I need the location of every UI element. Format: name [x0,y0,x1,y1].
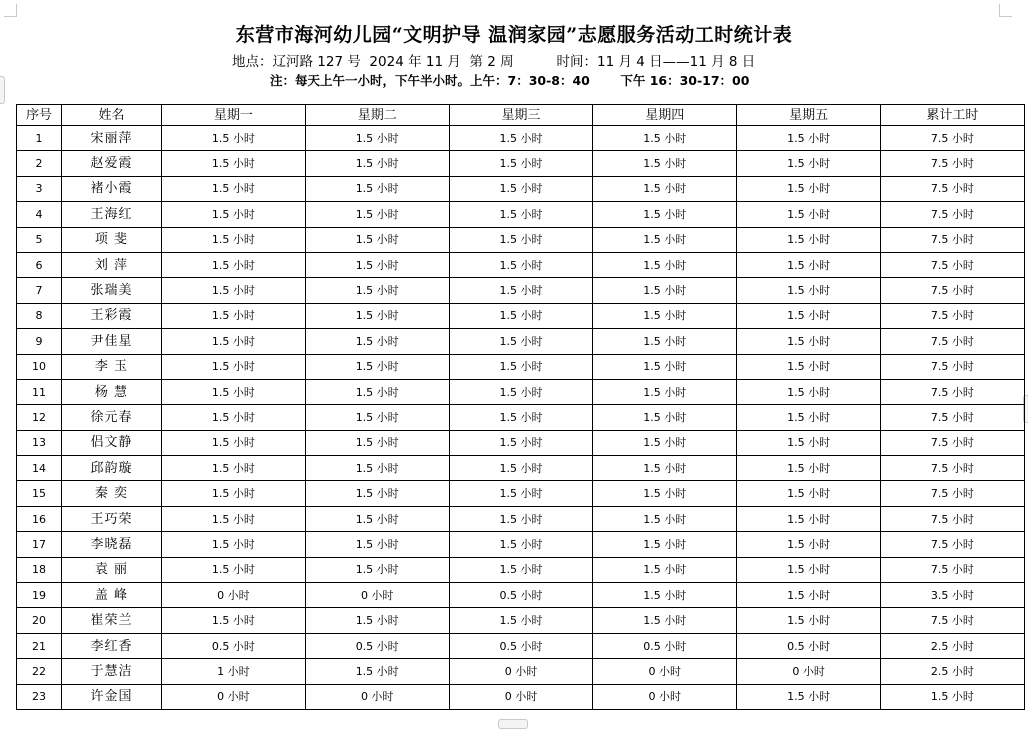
cell-tuesday: 1.5 小时 [305,379,449,404]
cell-index: 11 [17,379,62,404]
cell-total: 7.5 小时 [880,557,1024,582]
cell-tuesday: 0 小时 [305,583,449,608]
cell-monday: 0.5 小时 [162,633,306,658]
cell-name: 徐元春 [62,405,162,430]
cell-monday: 1.5 小时 [162,506,306,531]
header-monday: 星期一 [162,105,306,126]
cell-friday: 1.5 小时 [737,430,881,455]
table-row [17,303,1025,328]
table-row [17,659,1025,684]
table-row [17,278,1025,303]
header-thursday: 星期四 [593,105,737,126]
cell-wednesday: 0.5 小时 [449,583,593,608]
table-row [17,202,1025,227]
cell-monday: 1.5 小时 [162,202,306,227]
cell-name: 李晓磊 [62,532,162,557]
cell-index: 16 [17,506,62,531]
cell-total: 7.5 小时 [880,176,1024,201]
cell-tuesday: 1.5 小时 [305,278,449,303]
cell-index: 7 [17,278,62,303]
cell-name: 李 玉 [62,354,162,379]
page-corner-mark [999,4,1012,17]
table-row [17,126,1025,151]
cell-thursday: 1.5 小时 [593,278,737,303]
cell-index: 8 [17,303,62,328]
cell-wednesday: 1.5 小时 [449,278,593,303]
table-row [17,176,1025,201]
cell-friday: 0 小时 [737,659,881,684]
cell-wednesday: 1.5 小时 [449,430,593,455]
cell-index: 18 [17,557,62,582]
table-row [17,227,1025,252]
cell-wednesday: 1.5 小时 [449,303,593,328]
cell-monday: 1.5 小时 [162,329,306,354]
table-header-row [17,105,1025,126]
cell-total: 7.5 小时 [880,506,1024,531]
cell-total: 7.5 小时 [880,227,1024,252]
cell-tuesday: 1.5 小时 [305,329,449,354]
cell-thursday: 1.5 小时 [593,303,737,328]
cell-wednesday: 1.5 小时 [449,354,593,379]
table-row [17,506,1025,531]
cell-name: 赵爱霞 [62,151,162,176]
cell-thursday: 1.5 小时 [593,126,737,151]
table-row [17,354,1025,379]
document-note: 注：每天上午一小时，下午半小时。上午：7：30-8：40 下午 16：30-17：00 [270,73,750,88]
cell-wednesday: 1.5 小时 [449,227,593,252]
cell-friday: 1.5 小时 [737,608,881,633]
header-wednesday: 星期三 [449,105,593,126]
cell-index: 2 [17,151,62,176]
cell-name: 盖 峰 [62,583,162,608]
header-tuesday: 星期二 [305,105,449,126]
cell-tuesday: 1.5 小时 [305,506,449,531]
cell-friday: 1.5 小时 [737,176,881,201]
cell-wednesday: 1.5 小时 [449,151,593,176]
cell-friday: 1.5 小时 [737,456,881,481]
cell-wednesday: 0 小时 [449,684,593,709]
cell-thursday: 1.5 小时 [593,481,737,506]
cell-friday: 1.5 小时 [737,557,881,582]
cell-name: 项 斐 [62,227,162,252]
cell-monday: 1.5 小时 [162,126,306,151]
cell-tuesday: 1.5 小时 [305,176,449,201]
cell-index: 6 [17,252,62,277]
cell-wednesday: 1.5 小时 [449,506,593,531]
cell-tuesday: 1.5 小时 [305,151,449,176]
cell-friday: 1.5 小时 [737,481,881,506]
cell-index: 9 [17,329,62,354]
cell-total: 7.5 小时 [880,608,1024,633]
cell-monday: 1.5 小时 [162,481,306,506]
header-index: 序号 [17,105,62,126]
cell-wednesday: 1.5 小时 [449,379,593,404]
cell-total: 7.5 小时 [880,532,1024,557]
cell-wednesday: 1.5 小时 [449,557,593,582]
cell-wednesday: 1.5 小时 [449,329,593,354]
cell-name: 李红香 [62,633,162,658]
cell-thursday: 0 小时 [593,684,737,709]
cell-friday: 1.5 小时 [737,303,881,328]
cell-monday: 1.5 小时 [162,430,306,455]
table-row [17,532,1025,557]
cell-friday: 1.5 小时 [737,506,881,531]
header-friday: 星期五 [737,105,881,126]
cell-monday: 0 小时 [162,684,306,709]
cell-name: 杨 慧 [62,379,162,404]
cell-monday: 1.5 小时 [162,405,306,430]
cell-index: 1 [17,126,62,151]
cell-index: 21 [17,633,62,658]
cell-name: 崔荣兰 [62,608,162,633]
cell-total: 1.5 小时 [880,684,1024,709]
cell-thursday: 1.5 小时 [593,456,737,481]
cell-name: 侣文静 [62,430,162,455]
cell-monday: 1.5 小时 [162,532,306,557]
cell-wednesday: 1.5 小时 [449,252,593,277]
cell-thursday: 1.5 小时 [593,557,737,582]
cell-name: 王海红 [62,202,162,227]
cell-monday: 1.5 小时 [162,252,306,277]
cell-thursday: 1.5 小时 [593,608,737,633]
cell-tuesday: 1.5 小时 [305,126,449,151]
cell-tuesday: 1.5 小时 [305,456,449,481]
table-row [17,583,1025,608]
cell-friday: 1.5 小时 [737,202,881,227]
table-row [17,481,1025,506]
cell-name: 宋丽萍 [62,126,162,151]
cell-monday: 1.5 小时 [162,176,306,201]
cell-tuesday: 0.5 小时 [305,633,449,658]
cell-wednesday: 1.5 小时 [449,456,593,481]
table-row [17,151,1025,176]
cell-friday: 1.5 小时 [737,278,881,303]
cell-thursday: 1.5 小时 [593,430,737,455]
table-row [17,684,1025,709]
cell-tuesday: 1.5 小时 [305,608,449,633]
cell-thursday: 1.5 小时 [593,532,737,557]
cell-wednesday: 1.5 小时 [449,608,593,633]
cell-wednesday: 0 小时 [449,659,593,684]
cell-friday: 1.5 小时 [737,583,881,608]
resize-handle[interactable] [0,76,5,104]
header-name: 姓名 [62,105,162,126]
table-row [17,430,1025,455]
table-row [17,633,1025,658]
cell-index: 15 [17,481,62,506]
cell-friday: 1.5 小时 [737,227,881,252]
document-subtitle: 地点：辽河路 127 号 2024 年 11 月 第 2 周 时间：11 月 4 日——11 月 8 日 [232,54,756,70]
cell-total: 3.5 小时 [880,583,1024,608]
cell-tuesday: 1.5 小时 [305,430,449,455]
cell-monday: 1.5 小时 [162,608,306,633]
cell-thursday: 1.5 小时 [593,354,737,379]
cell-total: 7.5 小时 [880,252,1024,277]
cell-tuesday: 1.5 小时 [305,659,449,684]
cell-friday: 1.5 小时 [737,126,881,151]
cell-name: 刘 萍 [62,252,162,277]
cell-friday: 1.5 小时 [737,405,881,430]
table-row [17,405,1025,430]
cell-name: 许金国 [62,684,162,709]
table-row [17,379,1025,404]
cell-name: 王巧荣 [62,506,162,531]
cell-thursday: 0.5 小时 [593,633,737,658]
cell-name: 于慧洁 [62,659,162,684]
cell-total: 7.5 小时 [880,126,1024,151]
cell-total: 2.5 小时 [880,659,1024,684]
cell-index: 4 [17,202,62,227]
cell-total: 2.5 小时 [880,633,1024,658]
cell-index: 17 [17,532,62,557]
table-row [17,608,1025,633]
cell-tuesday: 1.5 小时 [305,557,449,582]
cell-thursday: 1.5 小时 [593,151,737,176]
cell-thursday: 1.5 小时 [593,176,737,201]
cell-friday: 1.5 小时 [737,252,881,277]
cell-thursday: 1.5 小时 [593,379,737,404]
cell-name: 褚小霞 [62,176,162,201]
cell-thursday: 1.5 小时 [593,252,737,277]
cell-total: 7.5 小时 [880,456,1024,481]
cell-monday: 1.5 小时 [162,303,306,328]
cell-tuesday: 0 小时 [305,684,449,709]
cell-total: 7.5 小时 [880,329,1024,354]
cell-tuesday: 1.5 小时 [305,303,449,328]
cell-total: 7.5 小时 [880,354,1024,379]
cell-total: 7.5 小时 [880,405,1024,430]
cell-name: 王彩霞 [62,303,162,328]
cell-thursday: 1.5 小时 [593,227,737,252]
cell-total: 7.5 小时 [880,303,1024,328]
cell-monday: 1.5 小时 [162,456,306,481]
document-title: 东营市海河幼儿园“文明护导 温润家园”志愿服务活动工时统计表 [235,24,793,46]
cell-tuesday: 1.5 小时 [305,354,449,379]
cell-wednesday: 1.5 小时 [449,126,593,151]
cell-friday: 0.5 小时 [737,633,881,658]
cell-wednesday: 0.5 小时 [449,633,593,658]
cell-name: 秦 奕 [62,481,162,506]
cell-index: 22 [17,659,62,684]
cell-monday: 0 小时 [162,583,306,608]
cell-index: 13 [17,430,62,455]
cell-tuesday: 1.5 小时 [305,227,449,252]
cell-name: 邱韵璇 [62,456,162,481]
cell-monday: 1.5 小时 [162,151,306,176]
cell-tuesday: 1.5 小时 [305,481,449,506]
cell-thursday: 0 小时 [593,659,737,684]
cell-index: 23 [17,684,62,709]
cell-friday: 1.5 小时 [737,532,881,557]
cell-wednesday: 1.5 小时 [449,202,593,227]
cell-thursday: 1.5 小时 [593,506,737,531]
cell-monday: 1.5 小时 [162,354,306,379]
cell-total: 7.5 小时 [880,379,1024,404]
cell-name: 袁 丽 [62,557,162,582]
cell-tuesday: 1.5 小时 [305,202,449,227]
cell-friday: 1.5 小时 [737,684,881,709]
cell-tuesday: 1.5 小时 [305,405,449,430]
cell-index: 12 [17,405,62,430]
cell-tuesday: 1.5 小时 [305,252,449,277]
cell-wednesday: 1.5 小时 [449,532,593,557]
header-total: 累计工时 [880,105,1024,126]
cell-name: 尹佳星 [62,329,162,354]
cell-index: 5 [17,227,62,252]
cell-monday: 1.5 小时 [162,278,306,303]
cell-index: 14 [17,456,62,481]
table-row [17,456,1025,481]
cell-friday: 1.5 小时 [737,151,881,176]
cell-monday: 1.5 小时 [162,227,306,252]
table-row [17,329,1025,354]
cell-thursday: 1.5 小时 [593,329,737,354]
cell-friday: 1.5 小时 [737,354,881,379]
cell-wednesday: 1.5 小时 [449,405,593,430]
cell-total: 7.5 小时 [880,202,1024,227]
cell-index: 10 [17,354,62,379]
cell-index: 20 [17,608,62,633]
cell-name: 张瑞美 [62,278,162,303]
table-row [17,557,1025,582]
cell-thursday: 1.5 小时 [593,202,737,227]
cell-wednesday: 1.5 小时 [449,481,593,506]
cell-total: 7.5 小时 [880,481,1024,506]
cell-friday: 1.5 小时 [737,329,881,354]
cell-thursday: 1.5 小时 [593,405,737,430]
cell-thursday: 1.5 小时 [593,583,737,608]
cell-monday: 1.5 小时 [162,557,306,582]
cell-monday: 1.5 小时 [162,379,306,404]
resize-handle[interactable] [498,719,528,729]
cell-total: 7.5 小时 [880,151,1024,176]
cell-tuesday: 1.5 小时 [305,532,449,557]
page-corner-mark [4,4,17,17]
cell-total: 7.5 小时 [880,278,1024,303]
cell-friday: 1.5 小时 [737,379,881,404]
cell-index: 3 [17,176,62,201]
table-row [17,252,1025,277]
cell-wednesday: 1.5 小时 [449,176,593,201]
cell-index: 19 [17,583,62,608]
cell-total: 7.5 小时 [880,430,1024,455]
worktime-table [16,104,1025,710]
cell-monday: 1 小时 [162,659,306,684]
